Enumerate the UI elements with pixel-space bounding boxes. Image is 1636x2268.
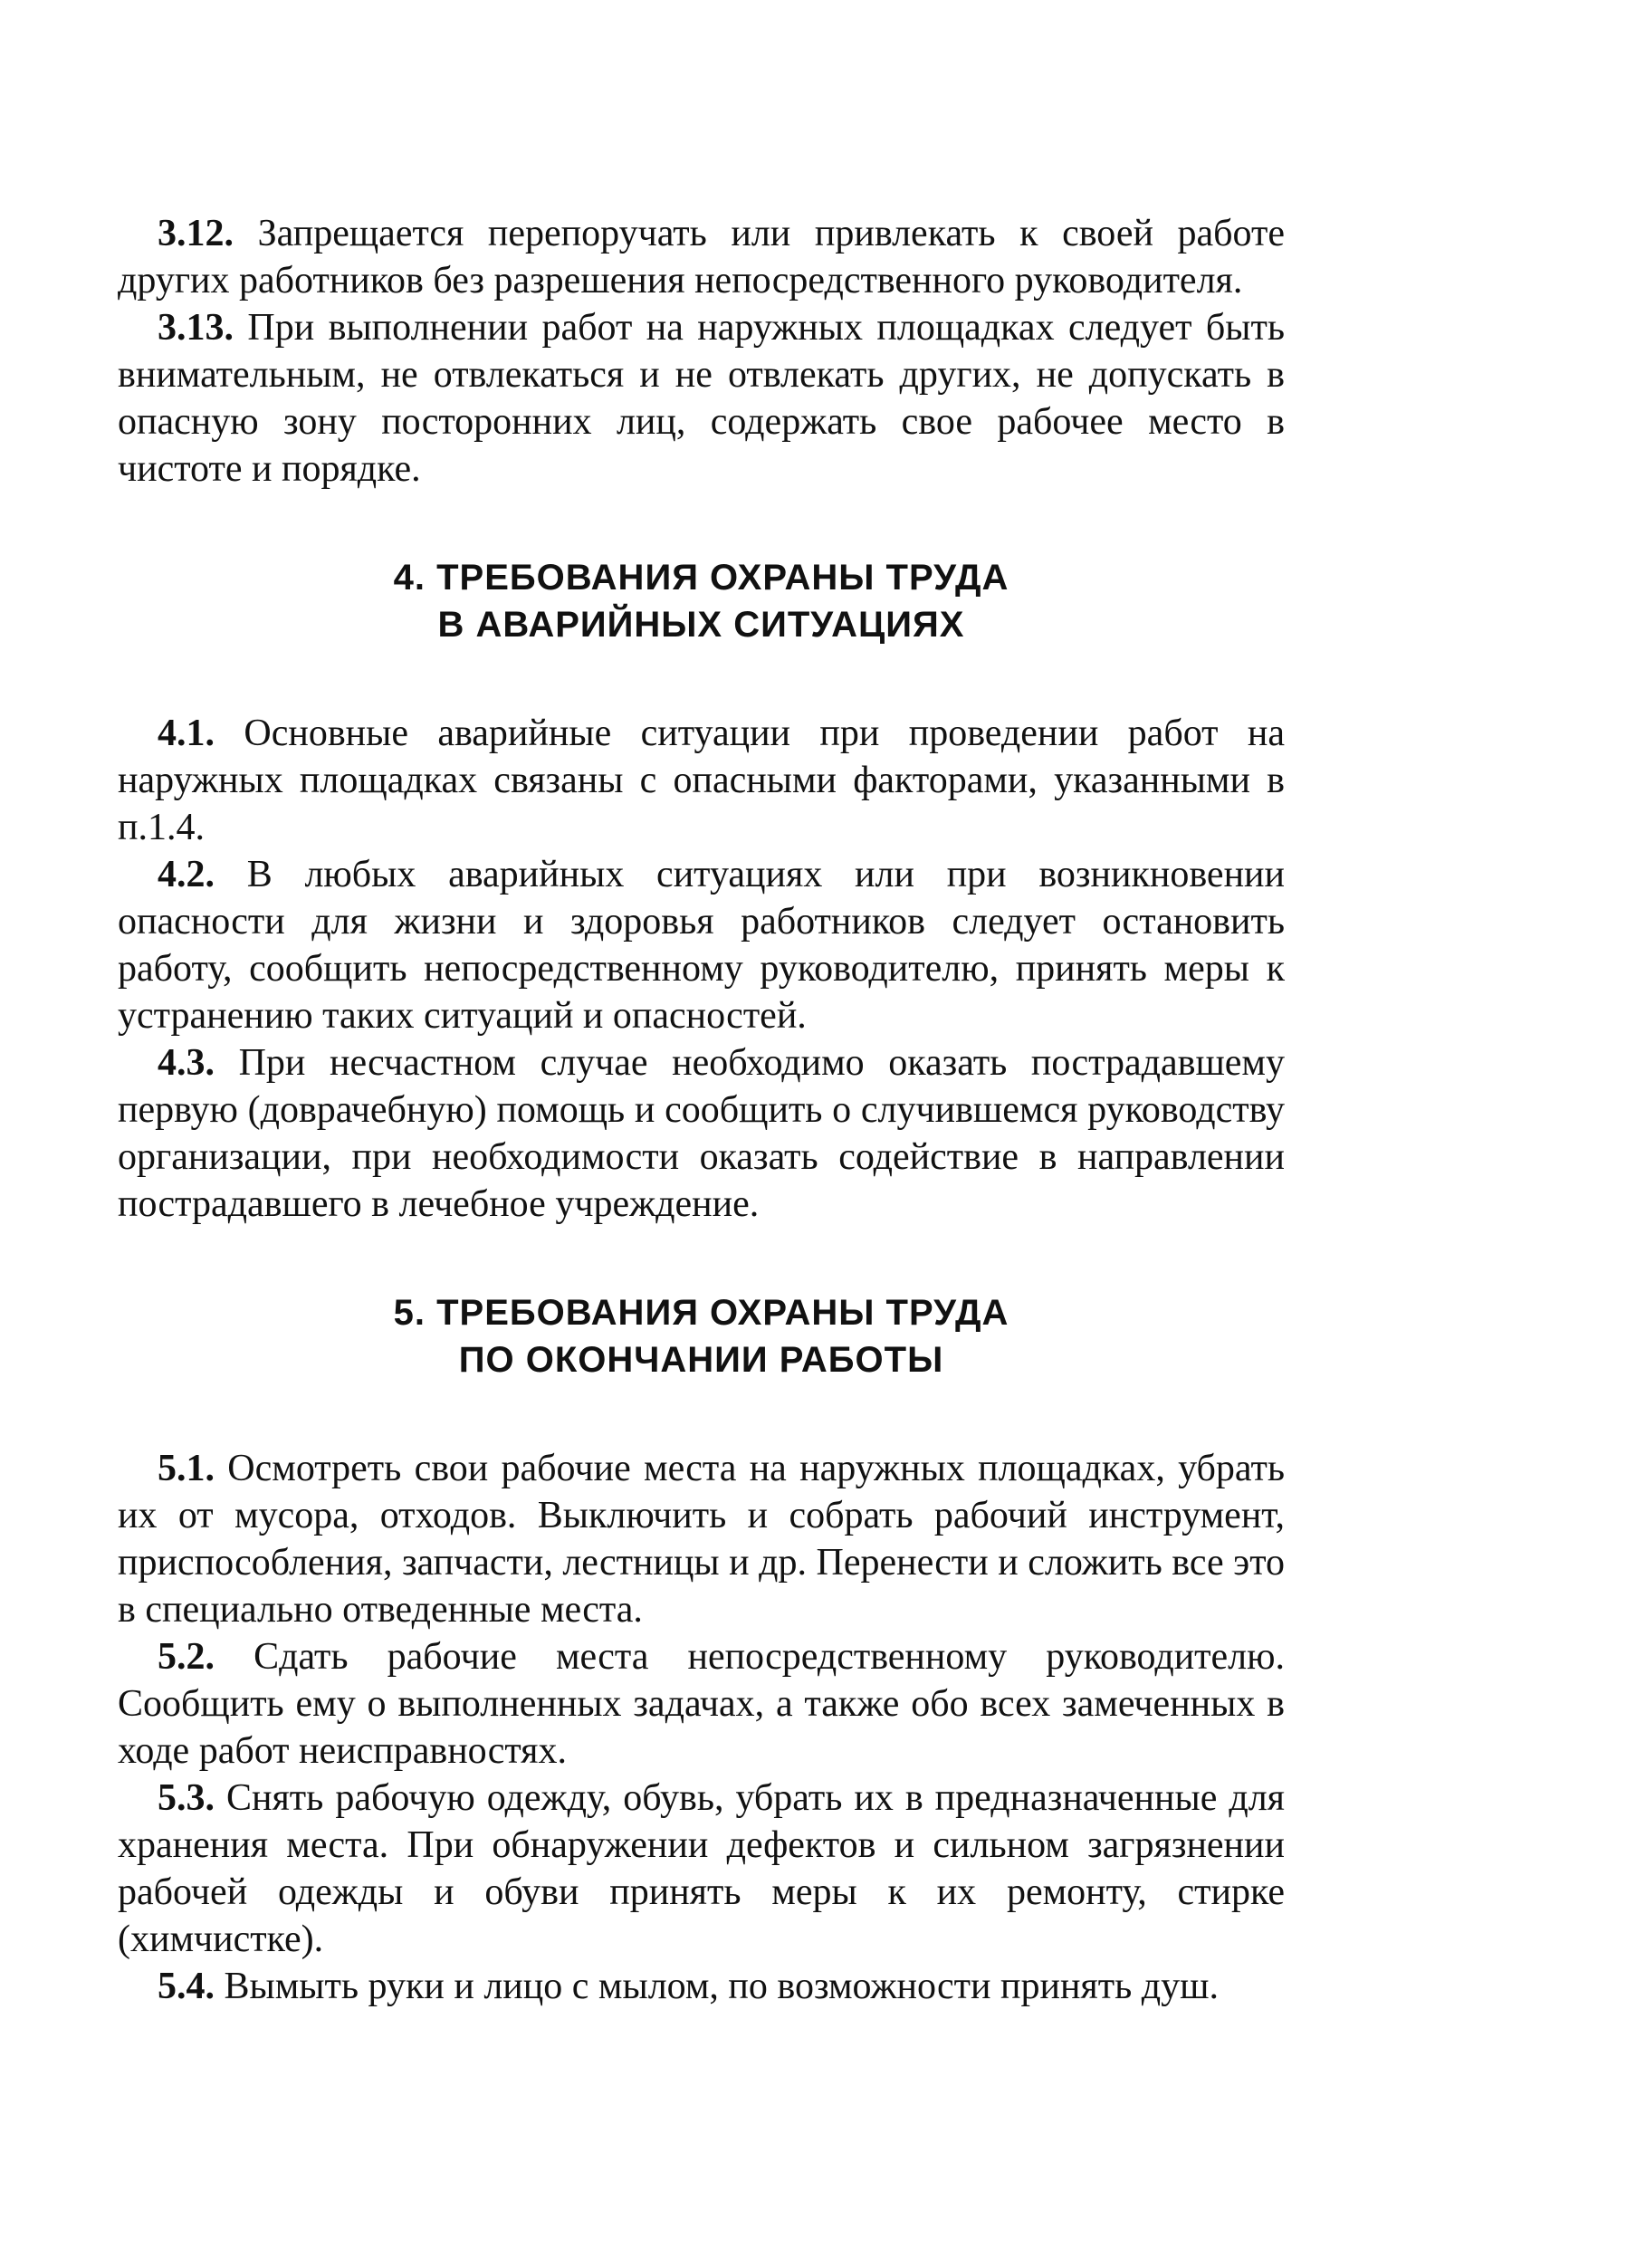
clause-text: В любых аварийных ситуациях или при возникновении опасности для жизни и здоровья работников следует остановить работу, сообщить непосредственному руководителю, принять меры к устранению таких ситуаций и опасностей.: [118, 854, 1285, 1037]
section-5-heading: [118, 1289, 1285, 1383]
section-4-heading-line-1: 4. ТРЕБОВАНИЯ ОХРАНЫ ТРУДА: [393, 558, 1009, 598]
clause-text: Основные аварийные ситуации при проведении работ на наружных площадках связаны с опасными факторами, указанными в п.1.4.: [118, 713, 1285, 848]
paragraph-5-1: [118, 1445, 1285, 1633]
paragraph-4-3: [118, 1039, 1285, 1228]
clause-number: 4.3.: [158, 1042, 215, 1084]
clause-number: 4.2.: [158, 854, 215, 895]
spacer: [118, 648, 1285, 710]
spacer: [118, 1383, 1285, 1445]
clause-text: Вымыть руки и лицо с мылом, по возможности принять душ.: [215, 1966, 1219, 2007]
clause-number: 5.3.: [158, 1777, 215, 1819]
clause-number: 4.1.: [158, 713, 215, 754]
spacer: [118, 1228, 1285, 1289]
clause-text: При несчастном случае необходимо оказать пострадавшему первую (доврачебную) помощь и сообщить о случившемся руководству организации, при необходимости оказать содействие в направлении пострадавшего в лечебное учреждение.: [118, 1042, 1285, 1225]
paragraph-4-1: [118, 710, 1285, 851]
clause-text: Снять рабочую одежду, обувь, убрать их в предназначенные для хранения места. При обнаружении дефектов и сильном загрязнении рабочей одежды и обуви принять меры к их ремонту, стирке (химчистке).: [118, 1777, 1285, 1960]
clause-text: Запрещается перепоручать или привлекать к своей работе других работников без разрешения непосредственного руководителя.: [118, 213, 1285, 301]
paragraph-5-2: [118, 1633, 1285, 1775]
clause-number: 5.4.: [158, 1966, 215, 2007]
clause-text: Сдать рабочие места непосредственному руководителю. Сообщить ему о выполненных задачах, а также обо всех замеченных в ходе работ неисправностях.: [118, 1636, 1285, 1772]
clause-number: 3.12.: [158, 213, 234, 254]
paragraph-3-12: [118, 210, 1285, 304]
paragraph-5-4: [118, 1963, 1285, 2010]
clause-text: При выполнении работ на наружных площадках следует быть внимательным, не отвлекаться и не отвлекать других, не допускать в опасную зону посторонних лиц, содержать свое рабочее место в чистоте и порядке.: [118, 307, 1285, 490]
spacer: [118, 493, 1285, 554]
paragraph-3-13: [118, 304, 1285, 493]
paragraph-4-2: [118, 851, 1285, 1039]
section-4-heading-line-2: В АВАРИЙНЫХ СИТУАЦИЯХ: [437, 605, 965, 645]
section-5-heading-line-1: 5. ТРЕБОВАНИЯ ОХРАНЫ ТРУДА: [393, 1293, 1009, 1333]
paragraph-5-3: [118, 1775, 1285, 1963]
clause-number: 3.13.: [158, 307, 234, 349]
section-5-heading-line-2: ПО ОКОНЧАНИИ РАБОТЫ: [458, 1340, 944, 1380]
clause-text: Осмотреть свои рабочие места на наружных площадках, убрать их от мусора, отходов. Выключить и собрать рабочий инструмент, приспособления, запчасти, лестницы и др. Перенести и сложить все это в специально отведенные места.: [118, 1448, 1285, 1631]
clause-number: 5.1.: [158, 1448, 215, 1489]
section-4-heading: [118, 554, 1285, 648]
clause-number: 5.2.: [158, 1636, 215, 1678]
